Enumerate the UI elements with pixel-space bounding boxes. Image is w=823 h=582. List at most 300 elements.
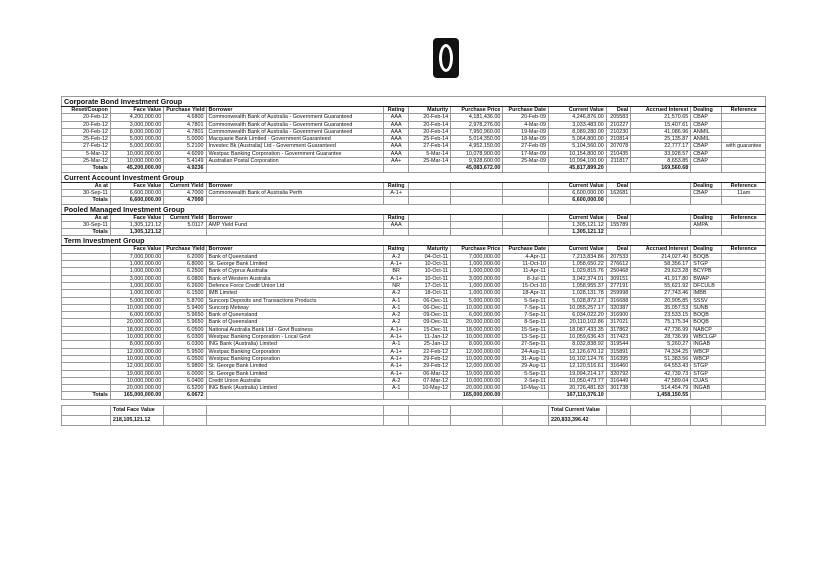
- reference-cell: [722, 275, 766, 282]
- purchase-date-cell: Purchase Date: [503, 246, 549, 253]
- section-title-row: [62, 204, 766, 214]
- section-title-row: [62, 172, 766, 182]
- purchase-price-cell: [451, 189, 503, 196]
- section-title: Corporate Bond Investment Group: [62, 97, 766, 107]
- deal-cell: 259998: [606, 290, 630, 297]
- borrower-cell: AMP Yield Fund: [206, 221, 384, 228]
- maturity-cell: 06-Mar-12: [408, 370, 450, 377]
- deal-cell: 210814: [606, 136, 630, 143]
- table-row: [62, 312, 766, 319]
- purchase-date-cell: 5-Sep-11: [503, 297, 549, 304]
- reference-cell: [722, 392, 766, 399]
- current-value-cell: 10,055,257.17: [548, 304, 606, 311]
- accrued-interest-cell: 29,623.28: [631, 268, 691, 275]
- reference-cell: Reference: [722, 107, 766, 114]
- borrower-cell: Commonwealth Bank of Australia - Government Guaranteed: [206, 121, 384, 128]
- reset-coupon-cell: [62, 319, 111, 326]
- rating-cell: A-2: [384, 312, 408, 319]
- table-row: [62, 275, 766, 282]
- current-value-cell: 12,126,670.12: [548, 348, 606, 355]
- maturity-cell: 09-Dec-11: [408, 312, 450, 319]
- rating-cell: BR: [384, 268, 408, 275]
- reference-cell: [722, 150, 766, 157]
- yield-cell: 5.9650: [164, 319, 206, 326]
- maturity-cell: [408, 189, 450, 196]
- face-value-cell: 6,000,000.00: [110, 312, 163, 319]
- rating-cell: AAA: [384, 136, 408, 143]
- purchase-date-cell: 10-May-11: [503, 385, 549, 392]
- reset-coupon-cell: [62, 304, 111, 311]
- reference-cell: [722, 121, 766, 128]
- deal-cell: 155789: [606, 221, 630, 228]
- borrower-cell: Commonwealth Bank of Australia - Government Guaranteed: [206, 114, 384, 121]
- purchase-price-cell: 19,000,000.00: [451, 370, 503, 377]
- yield-cell: Current Yield: [164, 214, 206, 221]
- borrower-cell: Bank of Queensland: [206, 253, 384, 260]
- yield-cell: 4.6800: [164, 114, 206, 121]
- reference-cell: Reference: [722, 214, 766, 221]
- purchase-price-cell: 7,000,000.00: [451, 253, 503, 260]
- rating-cell: A-2: [384, 290, 408, 297]
- deal-cell: 319544: [606, 341, 630, 348]
- yield-cell: 6.2500: [164, 268, 206, 275]
- deal-cell: 316395: [606, 355, 630, 362]
- borrower-cell: Australian Postal Corporation: [206, 158, 384, 165]
- rating-cell: Rating: [384, 214, 408, 221]
- reset-coupon-cell: [62, 297, 111, 304]
- current-value-cell: 5,028,872.17: [548, 297, 606, 304]
- reference-cell: [722, 253, 766, 260]
- yield-cell: 4.7801: [164, 121, 206, 128]
- purchase-date-cell: [503, 189, 549, 196]
- deal-cell: 317862: [606, 326, 630, 333]
- current-value-cell: 1,305,121.12: [548, 229, 606, 236]
- face-value-cell: 20,000,000.00: [110, 385, 163, 392]
- table-row: [62, 355, 766, 362]
- purchase-date-cell: 4-Apr-11: [503, 253, 549, 260]
- table-row: [62, 304, 766, 311]
- purchase-date-cell: 7-Sep-11: [503, 312, 549, 319]
- table-row: [62, 114, 766, 121]
- empty-cell: [62, 405, 111, 415]
- empty-cell: [606, 415, 630, 425]
- accrued-interest-cell: 20,905.85: [631, 297, 691, 304]
- face-value-cell: 6,600,000.00: [110, 189, 163, 196]
- yield-cell: 5.9650: [164, 312, 206, 319]
- yield-cell: 5.0000: [164, 136, 206, 143]
- reference-cell: [722, 136, 766, 143]
- rating-cell: A-1+: [384, 326, 408, 333]
- table-row: [62, 319, 766, 326]
- empty-cell: [503, 405, 549, 415]
- purchase-date-cell: 25-Mar-09: [503, 158, 549, 165]
- face-value-cell: Face Value: [110, 182, 163, 189]
- deal-cell: [606, 197, 630, 204]
- purchase-date-cell: 31-Aug-11: [503, 355, 549, 362]
- dealing-cell: STGP: [691, 370, 722, 377]
- face-value-cell: 5,000,000.00: [110, 143, 163, 150]
- purchase-price-cell: 10,000,000.00: [451, 304, 503, 311]
- purchase-date-cell: [503, 221, 549, 228]
- dealing-cell: CBAP: [691, 114, 722, 121]
- empty-cell: [691, 405, 722, 415]
- yield-cell: Current Yield: [164, 182, 206, 189]
- table-row: [62, 377, 766, 384]
- purchase-date-cell: 8-Jul-11: [503, 275, 549, 282]
- borrower-cell: [206, 392, 384, 399]
- accrued-interest-cell: 75,175.34: [631, 319, 691, 326]
- maturity-cell: [408, 165, 450, 172]
- deal-cell: Deal: [606, 182, 630, 189]
- maturity-cell: Maturity: [408, 246, 450, 253]
- reset-coupon-cell: [62, 290, 111, 297]
- maturity-cell: 17-Oct-11: [408, 282, 450, 289]
- section-title: Pooled Managed Investment Group: [62, 204, 766, 214]
- rating-cell: AAA: [384, 114, 408, 121]
- reset-coupon-cell: 5-Mar-12: [62, 150, 111, 157]
- face-value-cell: 10,000,000.00: [110, 355, 163, 362]
- table-row: [62, 150, 766, 157]
- purchase-price-cell: 10,000,000.00: [451, 377, 503, 384]
- reset-coupon-cell: 20-Feb-12: [62, 128, 111, 135]
- purchase-date-cell: [503, 165, 549, 172]
- borrower-cell: Westpac Banking Corporation - Government Guarantee: [206, 150, 384, 157]
- current-value-cell: Current Value: [548, 214, 606, 221]
- face-value-cell: 10,000,000.00: [110, 158, 163, 165]
- empty-cell: [62, 415, 111, 425]
- dealing-cell: BOQB: [691, 312, 722, 319]
- deal-cell: [606, 229, 630, 236]
- dealing-cell: Dealing: [691, 214, 722, 221]
- dealing-cell: CBAP: [691, 121, 722, 128]
- maturity-cell: 29-Feb-12: [408, 363, 450, 370]
- purchase-date-cell: [503, 214, 549, 221]
- purchase-date-cell: 5-Sep-11: [503, 370, 549, 377]
- purchase-date-cell: 29-Aug-11: [503, 363, 549, 370]
- purchase-price-cell: 10,000,000.00: [451, 334, 503, 341]
- reference-cell: [722, 158, 766, 165]
- maturity-cell: 20-Feb-14: [408, 121, 450, 128]
- purchase-price-cell: 1,000,000.00: [451, 282, 503, 289]
- face-value-cell: Face Value: [110, 107, 163, 114]
- yield-cell: 6.0500: [164, 326, 206, 333]
- dealing-cell: Dealing: [691, 246, 722, 253]
- rating-cell: AAA: [384, 150, 408, 157]
- empty-cell: [722, 415, 766, 425]
- empty-cell: [164, 405, 206, 415]
- purchase-date-cell: [503, 392, 549, 399]
- deal-cell: 315891: [606, 348, 630, 355]
- face-value-cell: 1,000,000.00: [110, 261, 163, 268]
- reset-coupon-cell: As at: [62, 182, 111, 189]
- reset-coupon-cell: [62, 268, 111, 275]
- table-row: [62, 297, 766, 304]
- maturity-cell: [408, 214, 450, 221]
- rating-cell: A-1: [384, 385, 408, 392]
- borrower-cell: St. George Bank Limited: [206, 261, 384, 268]
- purchase-price-cell: [451, 221, 503, 228]
- face-value-cell: 10,000,000.00: [110, 150, 163, 157]
- face-value-cell: 6,600,000.00: [110, 197, 163, 204]
- empty-cell: [408, 415, 450, 425]
- yield-cell: 6.2000: [164, 253, 206, 260]
- dealing-cell: CBAP: [691, 158, 722, 165]
- dealing-cell: Dealing: [691, 182, 722, 189]
- reference-cell: [722, 385, 766, 392]
- dealing-cell: INGAB: [691, 385, 722, 392]
- rating-cell: AA+: [384, 158, 408, 165]
- borrower-cell: Borrower: [206, 246, 384, 253]
- deal-cell: Deal: [606, 214, 630, 221]
- purchase-date-cell: 4-Mar-09: [503, 121, 549, 128]
- table-row: [62, 128, 766, 135]
- purchase-price-cell: 1,000,000.00: [451, 261, 503, 268]
- borrower-cell: [206, 229, 384, 236]
- deal-cell: 309151: [606, 275, 630, 282]
- purchase-price-cell: 10,000,000.00: [451, 355, 503, 362]
- totals-row: [62, 197, 766, 204]
- empty-cell: [408, 405, 450, 415]
- current-value-cell: 3,042,374.01: [548, 275, 606, 282]
- face-value-cell: 8,000,000.00: [110, 341, 163, 348]
- table-row: [62, 370, 766, 377]
- borrower-cell: IMB Limited: [206, 290, 384, 297]
- maturity-cell: 29-Feb-12: [408, 355, 450, 362]
- reference-cell: [722, 282, 766, 289]
- purchase-price-cell: 18,000,000.00: [451, 326, 503, 333]
- dealing-cell: SUNB: [691, 304, 722, 311]
- purchase-date-cell: 2-Sep-11: [503, 377, 549, 384]
- reset-coupon-cell: [62, 275, 111, 282]
- reset-coupon-cell: [62, 261, 111, 268]
- purchase-price-cell: 4,181,436.00: [451, 114, 503, 121]
- current-value-cell: 8,089,280.00: [548, 128, 606, 135]
- borrower-cell: [206, 197, 384, 204]
- empty-cell: [206, 415, 384, 425]
- purchase-price-cell: 1,000,000.00: [451, 268, 503, 275]
- borrower-cell: Bank of Queensland: [206, 319, 384, 326]
- dealing-cell: SSSV: [691, 297, 722, 304]
- empty-cell: [384, 405, 408, 415]
- reference-cell: [722, 319, 766, 326]
- face-value-cell: 10,000,000.00: [110, 304, 163, 311]
- table-row: [62, 334, 766, 341]
- reset-coupon-cell: [62, 348, 111, 355]
- reference-cell: [722, 297, 766, 304]
- accrued-interest-cell: 74,334.25: [631, 348, 691, 355]
- reference-cell: Reference: [722, 182, 766, 189]
- accrued-interest-cell: 33,928.57: [631, 150, 691, 157]
- face-value-cell: 5,000,000.00: [110, 297, 163, 304]
- dealing-cell: INGAB: [691, 341, 722, 348]
- accrued-interest-cell: [631, 189, 691, 196]
- table-row: [62, 268, 766, 275]
- deal-cell: Deal: [606, 107, 630, 114]
- dealing-cell: WBCP: [691, 355, 722, 362]
- borrower-cell: ING Bank (Australia) Limited: [206, 341, 384, 348]
- maturity-cell: [408, 229, 450, 236]
- dealing-cell: [691, 165, 722, 172]
- reference-cell: [722, 261, 766, 268]
- face-value-cell: 7,000,000.00: [110, 253, 163, 260]
- face-value-cell: 4,200,000.00: [110, 114, 163, 121]
- rating-cell: AAA: [384, 121, 408, 128]
- maturity-cell: [408, 392, 450, 399]
- current-value-cell: 10,050,473.77: [548, 377, 606, 384]
- purchase-price-cell: 45,083,672.00: [451, 165, 503, 172]
- purchase-price-cell: [451, 229, 503, 236]
- accrued-interest-cell: 27,743.46: [631, 290, 691, 297]
- current-value-cell: Current Value: [548, 246, 606, 253]
- rating-cell: [384, 392, 408, 399]
- face-value-cell: 10,000,000.00: [110, 377, 163, 384]
- yield-cell: 6.0800: [164, 275, 206, 282]
- current-value-cell: 12,120,516.61: [548, 363, 606, 370]
- face-value-cell: 12,000,000.00: [110, 363, 163, 370]
- section-title-row: [62, 236, 766, 246]
- borrower-cell: Westpac Banking Corporation - Local Govt: [206, 334, 384, 341]
- maturity-cell: 25-Mar-14: [408, 158, 450, 165]
- dealing-cell: Dealing: [691, 107, 722, 114]
- yield-cell: 6.0672: [164, 392, 206, 399]
- deal-cell: 210435: [606, 150, 630, 157]
- reference-cell: [722, 334, 766, 341]
- current-value-cell: 20,110,102.86: [548, 319, 606, 326]
- deal-cell: 317423: [606, 334, 630, 341]
- purchase-price-cell: 20,000,000.00: [451, 385, 503, 392]
- current-value-cell: 1,058,650.22: [548, 261, 606, 268]
- reset-coupon-cell: [62, 385, 111, 392]
- current-value-cell: 3,033,483.00: [548, 121, 606, 128]
- section-title-row: [62, 97, 766, 107]
- table-row: [62, 326, 766, 333]
- rating-cell: A-2: [384, 253, 408, 260]
- maturity-cell: 22-Feb-12: [408, 348, 450, 355]
- reset-coupon-cell: Reset/Coupon: [62, 107, 111, 114]
- borrower-cell: St. George Bank Limited: [206, 363, 384, 370]
- reference-cell: [722, 348, 766, 355]
- current-value-cell: 1,058,955.37: [548, 282, 606, 289]
- borrower-cell: National Australia Bank Ltd - Govt Business: [206, 326, 384, 333]
- borrower-cell: Commonwealth Bank of Australia - Government Guaranteed: [206, 128, 384, 135]
- maturity-cell: 09-Dec-11: [408, 319, 450, 326]
- deal-cell: 316460: [606, 363, 630, 370]
- rating-cell: A-1: [384, 341, 408, 348]
- borrower-cell: Westpac Banking Corporation: [206, 355, 384, 362]
- purchase-price-cell: 12,000,000.00: [451, 348, 503, 355]
- maturity-cell: 10-Oct-11: [408, 275, 450, 282]
- reference-cell: [722, 229, 766, 236]
- reset-coupon-cell: 25-Mar-12: [62, 158, 111, 165]
- purchase-date-cell: 15-Sep-11: [503, 326, 549, 333]
- purchase-date-cell: 11-Oct-10: [503, 261, 549, 268]
- investment-report: [61, 96, 766, 426]
- yield-cell: 5.0117: [164, 221, 206, 228]
- deal-cell: 210227: [606, 121, 630, 128]
- maturity-cell: 20-Feb-14: [408, 114, 450, 121]
- borrower-cell: Macquarie Bank Limited - Government Guaranteed: [206, 136, 384, 143]
- accrued-interest-cell: 42,739.73: [631, 370, 691, 377]
- purchase-price-cell: 12,000,000.00: [451, 363, 503, 370]
- accrued-interest-cell: 23,533.15: [631, 312, 691, 319]
- accrued-interest-cell: 25,135.87: [631, 136, 691, 143]
- total-face-value: Total Face Value: [110, 405, 163, 415]
- accrued-interest-cell: 514,454.79: [631, 385, 691, 392]
- borrower-cell: Borrower: [206, 214, 384, 221]
- rating-cell: A-1+: [384, 261, 408, 268]
- yield-cell: 6.0400: [164, 377, 206, 384]
- current-value-cell: 10,102,124.76: [548, 355, 606, 362]
- accrued-interest-cell: 47,589.04: [631, 377, 691, 384]
- reference-cell: with guarantee: [722, 143, 766, 150]
- section-title: Current Account Investment Group: [62, 172, 766, 182]
- yield-cell: 6.2600: [164, 282, 206, 289]
- total-current-value: 220,833,396.42: [548, 415, 606, 425]
- accrued-interest-cell: 28,736.99: [631, 334, 691, 341]
- current-value-cell: 1,305,121.12: [548, 221, 606, 228]
- total-face-value: 218,105,121.12: [110, 415, 163, 425]
- accrued-interest-cell: 1,458,150.55: [631, 392, 691, 399]
- maturity-cell: 10-Oct-11: [408, 261, 450, 268]
- current-value-cell: 19,094,214.17: [548, 370, 606, 377]
- reference-cell: [722, 363, 766, 370]
- yield-cell: 5.2100: [164, 143, 206, 150]
- accrued-interest-cell: Accrued Interest: [631, 246, 691, 253]
- deal-cell: [606, 392, 630, 399]
- dealing-cell: CBAP: [691, 143, 722, 150]
- investment-table: [61, 96, 766, 426]
- deal-cell: 207078: [606, 143, 630, 150]
- purchase-date-cell: 18-Apr-11: [503, 290, 549, 297]
- yield-cell: 4.7801: [164, 128, 206, 135]
- current-value-cell: 10,094,100.00: [548, 158, 606, 165]
- current-value-cell: 5,104,560.00: [548, 143, 606, 150]
- reference-cell: [722, 197, 766, 204]
- reset-coupon-cell: 25-Feb-12: [62, 136, 111, 143]
- purchase-date-cell: 24-Aug-11: [503, 348, 549, 355]
- deal-cell: 277191: [606, 282, 630, 289]
- reference-cell: [722, 355, 766, 362]
- empty-cell: [722, 405, 766, 415]
- maturity-cell: 06-Dec-11: [408, 297, 450, 304]
- purchase-date-cell: 7-Sep-11: [503, 304, 549, 311]
- deal-cell: 320387: [606, 304, 630, 311]
- rating-cell: AAA: [384, 128, 408, 135]
- accrued-interest-cell: 64,553.43: [631, 363, 691, 370]
- empty-cell: [164, 415, 206, 425]
- reset-coupon-cell: [62, 341, 111, 348]
- purchase-price-cell: 1,000,000.00: [451, 290, 503, 297]
- borrower-cell: Investec Bk (Australia) Ltd - Government Guaranteed: [206, 143, 384, 150]
- yield-cell: 5.9800: [164, 363, 206, 370]
- yield-cell: 4.7000: [164, 189, 206, 196]
- maturity-cell: 20-Feb-14: [408, 128, 450, 135]
- current-value-cell: 4,246,876.00: [548, 114, 606, 121]
- reset-coupon-cell: Totals: [62, 392, 111, 399]
- accrued-interest-cell: Accrued Interest: [631, 107, 691, 114]
- reference-cell: [722, 290, 766, 297]
- borrower-cell: Suncorp Deposits and Transactions Products: [206, 297, 384, 304]
- accrued-interest-cell: [631, 197, 691, 204]
- reset-coupon-cell: [62, 355, 111, 362]
- reset-coupon-cell: 30-Sep-11: [62, 189, 111, 196]
- yield-cell: 6.0500: [164, 355, 206, 362]
- reset-coupon-cell: [62, 246, 111, 253]
- rating-cell: A-1: [384, 304, 408, 311]
- purchase-price-cell: 5,014,350.00: [451, 136, 503, 143]
- current-value-cell: 7,213,834.86: [548, 253, 606, 260]
- purchase-date-cell: 20-Feb-09: [503, 114, 549, 121]
